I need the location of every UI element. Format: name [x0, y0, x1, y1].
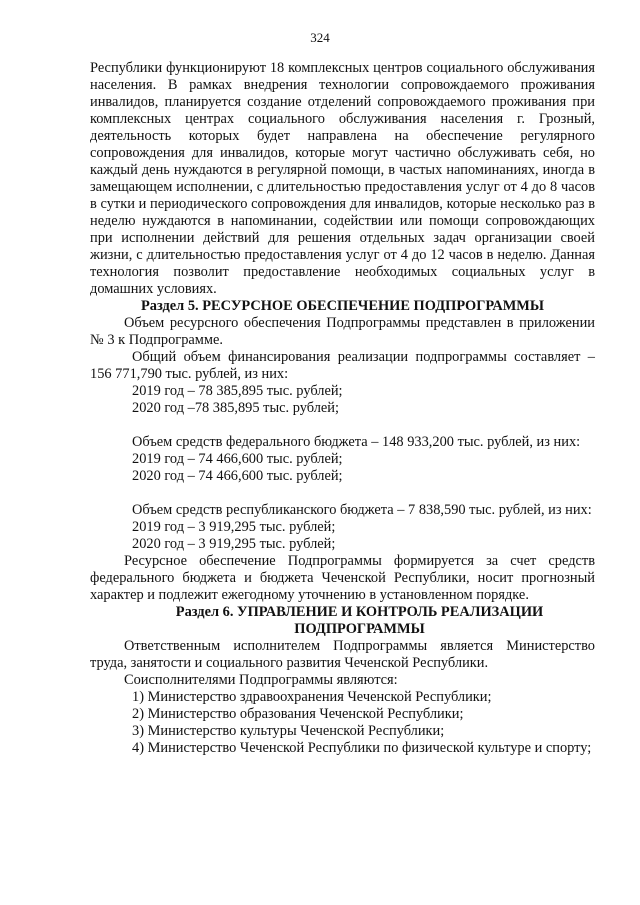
section6-paragraph-2: Соисполнителями Подпрограммы являются: — [124, 672, 398, 688]
section5-paragraph-1: Объем ресурсного обеспечения Подпрограммы представлен в приложении № 3 к Подпрограмме. — [90, 315, 595, 348]
section5-paragraph-5: Ресурсное обеспечение Подпрограммы формируется за счет средств федерального бюджета и бюджета Чеченской Республики, носит прогнозный характер и подлежит ежегодному уточнению в установленном порядке. — [90, 553, 595, 603]
list-item: 3) Министерство культуры Чеченской Республики; — [132, 723, 445, 739]
section5-heading: Раздел 5. РЕСУРСНОЕ ОБЕСПЕЧЕНИЕ ПОДПРОГРАММЫ — [140, 298, 545, 314]
federal-2019: 2019 год – 74 466,600 тыс. рублей; — [132, 451, 343, 467]
list-item: 1) Министерство здравоохранения Чеченской Республики; — [132, 689, 492, 705]
federal-2020: 2020 год – 74 466,600 тыс. рублей; — [132, 468, 343, 484]
spacer — [90, 417, 595, 434]
page-content — [90, 60, 595, 757]
section6-heading — [90, 604, 595, 638]
list-item: 2) Министерство образования Чеченской Республики; — [132, 706, 464, 722]
republic-2020: 2020 год – 3 919,295 тыс. рублей; — [132, 536, 336, 552]
section6-paragraph-1: Ответственным исполнителем Подпрограммы является Министерство труда, занятости и социального развития Чеченской Республики. — [90, 638, 595, 671]
section6-heading-line2: ПОДПРОГРАММЫ — [294, 621, 425, 637]
spacer — [90, 485, 595, 502]
intro-paragraph: Республики функционируют 18 комплексных центров социального обслуживания населения. В рамках внедрения технологии сопровождаемого проживания инвалидов, планируется создание отделений сопровождаемого проживания при комплексных центрах социального обслуживания населения г. Грозный, деятельность которых будет направлена на обеспечение регулярного сопровождения для инвалидов, которые могут частично обслуживать себя, но каждый день нуждаются в регулярной помощи, в частых напоминаниях, иногда в замещающем исполнении, с длительностью предоставления услуг от 4 до 8 часов в сутки и периодического сопровождения для инвалидов, которые несколько раз в неделю нуждаются в напоминании, содействии или помощи сопровождающих при исполнении действий для решения отдельных задач организации своей жизни, с длительностью предоставления услуг от 4 до 12 часов в неделю. Данная технология позволит предоставление необходимых социальных услуг в домашних условиях. — [90, 60, 595, 297]
total-2019: 2019 год – 78 385,895 тыс. рублей; — [132, 383, 343, 399]
republic-2019: 2019 год – 3 919,295 тыс. рублей; — [132, 519, 336, 535]
page-number: 324 — [310, 30, 330, 45]
section6-heading-line1: Раздел 6. УПРАВЛЕНИЕ И КОНТРОЛЬ РЕАЛИЗАЦИИ — [175, 604, 544, 620]
section5-paragraph-3: Объем средств федерального бюджета – 148 933,200 тыс. рублей, из них: — [132, 434, 581, 450]
list-item: 4) Министерство Чеченской Республики по физической культуре и спорту; — [132, 740, 592, 756]
section5-paragraph-4: Объем средств республиканского бюджета – 7 838,590 тыс. рублей, из них: — [132, 502, 592, 518]
section5-paragraph-2: Общий объем финансирования реализации подпрограммы составляет – 156 771,790 тыс. рублей, из них: — [90, 349, 595, 382]
total-2020: 2020 год –78 385,895 тыс. рублей; — [132, 400, 339, 416]
